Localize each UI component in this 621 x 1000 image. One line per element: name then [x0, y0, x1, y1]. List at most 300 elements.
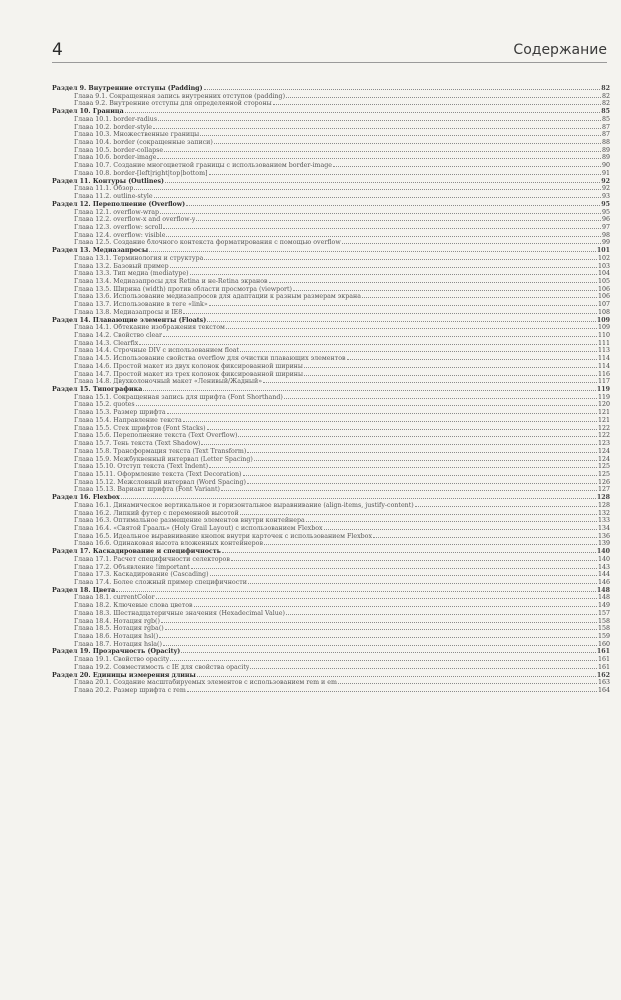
page-number: 4: [52, 40, 63, 60]
dot-leader: [221, 490, 597, 491]
toc-entry-page: 92: [601, 177, 610, 185]
toc-entry-title: Глава 10.4. border (сокращенные записи): [74, 139, 213, 147]
toc-chapter-entry[interactable]: [52, 540, 610, 548]
toc-entry-title: Глава 20.2. Размер шрифта с rem: [74, 687, 186, 695]
dot-leader: [116, 591, 596, 592]
dot-leader: [183, 313, 597, 314]
toc-entry-page: 136: [597, 532, 610, 540]
toc-entry-page: 90: [601, 162, 610, 170]
toc-entry-page: 101: [596, 247, 610, 255]
toc-section-entry[interactable]: [52, 548, 610, 556]
toc-chapter-entry[interactable]: [52, 332, 610, 340]
dot-leader: [197, 676, 596, 677]
toc-chapter-entry[interactable]: [52, 425, 610, 433]
dot-leader: [143, 390, 596, 391]
dot-leader: [333, 166, 601, 167]
dot-leader: [214, 143, 601, 144]
toc-entry-page: 117: [597, 378, 610, 386]
toc-entry-page: 102: [597, 254, 610, 262]
toc-entry-title: Глава 12.1. overflow-wrap: [74, 208, 160, 216]
toc-chapter-entry[interactable]: [52, 533, 610, 541]
toc-section-entry[interactable]: [52, 178, 610, 186]
toc-entry-title: Раздел 15. Типографика: [52, 386, 143, 394]
dot-leader: [254, 460, 597, 461]
dot-leader: [136, 405, 597, 406]
toc-chapter-entry[interactable]: [52, 239, 610, 247]
toc-chapter-entry[interactable]: [52, 131, 610, 139]
toc-entry-title: Глава 17.3. Каскадирование (Cascading): [74, 571, 209, 579]
toc-entry-page: 91: [601, 169, 610, 177]
toc-entry-page: 123: [597, 440, 610, 448]
toc-entry-page: 82: [601, 92, 610, 100]
toc-chapter-entry[interactable]: [52, 293, 610, 301]
dot-leader: [362, 297, 597, 298]
toc-chapter-entry[interactable]: [52, 371, 610, 379]
table-of-contents: [52, 85, 610, 695]
toc-entry-title: Глава 17.2. Объявление !important: [74, 563, 190, 571]
page-title: Содержание: [513, 42, 607, 58]
dot-leader: [264, 544, 597, 545]
toc-entry-title: Глава 18.1. currentColor: [74, 594, 155, 602]
toc-section-entry[interactable]: [52, 317, 610, 325]
dot-leader: [247, 452, 597, 453]
toc-entry-page: 127: [597, 486, 610, 494]
dot-leader: [286, 97, 601, 98]
toc-entry-title: Глава 11.2. outline-style: [74, 193, 153, 201]
toc-entry-page: 114: [597, 362, 610, 370]
toc-chapter-entry[interactable]: [52, 185, 610, 193]
toc-entry-title: Раздел 12. Переполнение (Overflow): [52, 200, 186, 208]
toc-entry-page: 143: [597, 563, 610, 571]
dot-leader: [181, 652, 596, 653]
dot-leader: [166, 236, 601, 237]
dot-leader: [125, 112, 601, 113]
dot-leader: [190, 274, 597, 275]
toc-section-entry[interactable]: [52, 587, 610, 595]
toc-chapter-entry[interactable]: [52, 641, 610, 649]
toc-chapter-entry[interactable]: [52, 432, 610, 440]
toc-chapter-entry[interactable]: [52, 610, 610, 618]
toc-entry-title: Глава 12.3. overflow: scroll: [74, 223, 163, 231]
dot-leader: [163, 645, 597, 646]
toc-entry-title: Глава 12.2. overflow-x and overflow-y: [74, 216, 196, 224]
toc-entry-title: Глава 14.6. Простой макет из двух колонок фиксированной ширины: [74, 362, 303, 370]
toc-entry-page: 87: [601, 131, 610, 139]
dot-leader: [209, 174, 601, 175]
toc-chapter-entry[interactable]: [52, 355, 610, 363]
toc-chapter-entry[interactable]: [52, 162, 610, 170]
toc-entry-page: 139: [597, 540, 610, 548]
toc-entry-page: 103: [597, 262, 610, 270]
dot-leader: [250, 668, 597, 669]
toc-entry-title: Глава 14.2. Свойство clear: [74, 332, 162, 339]
toc-entry-page: 85: [601, 108, 610, 116]
toc-section-entry[interactable]: [52, 494, 610, 502]
toc-chapter-entry[interactable]: [52, 679, 610, 687]
toc-entry-page: 140: [596, 548, 610, 556]
dot-leader: [158, 120, 601, 121]
dot-leader: [187, 691, 597, 692]
toc-section-entry[interactable]: [52, 386, 610, 394]
toc-chapter-entry[interactable]: [52, 571, 610, 579]
toc-entry-page: 124: [597, 447, 610, 455]
toc-entry-title: Глава 16.2. Липкий футер с переменной высотой: [74, 509, 239, 517]
toc-entry-page: 133: [597, 517, 610, 525]
toc-entry-page: 119: [596, 386, 610, 394]
toc-entry-title: Глава 15.9. Межбуквенный интервал (Letter Spacing): [74, 455, 253, 463]
toc-chapter-entry[interactable]: [52, 170, 610, 178]
toc-entry-page: 121: [597, 409, 610, 417]
toc-entry-page: 95: [601, 208, 610, 216]
dot-leader: [240, 351, 597, 352]
toc-chapter-entry[interactable]: [52, 147, 610, 155]
toc-entry-page: 82: [601, 100, 610, 108]
dot-leader: [156, 598, 597, 599]
dot-leader: [222, 552, 596, 553]
toc-entry-title: Глава 15.12. Межсловный интервал (Word Spacing): [74, 478, 246, 486]
toc-entry-page: 105: [597, 277, 610, 285]
dot-leader: [163, 228, 601, 229]
toc-entry-title: Глава 13.2. Базовый пример: [74, 262, 169, 270]
dot-leader: [415, 506, 597, 507]
toc-entry-title: Глава 10.7. Создание многоцветной границы с использованием border-image: [74, 162, 332, 170]
dot-leader: [165, 182, 600, 183]
dot-leader: [165, 629, 597, 630]
toc-section-entry[interactable]: [52, 201, 610, 209]
dot-leader: [204, 259, 597, 260]
toc-entry-page: 106: [597, 293, 610, 301]
toc-entry-page: 122: [597, 432, 610, 440]
toc-chapter-entry[interactable]: [52, 564, 610, 572]
toc-entry-title: Глава 17.4. Более сложный пример специфичности: [74, 579, 247, 586]
toc-section-entry[interactable]: [52, 672, 610, 680]
dot-leader: [204, 89, 601, 90]
toc-entry-title: Глава 13.4. Медиазапросы для Retina и не-Retina экранов: [74, 277, 268, 285]
toc-entry-title: Глава 15.4. Направление текста: [74, 416, 182, 424]
dot-leader: [154, 197, 601, 198]
toc-entry-page: 95: [601, 200, 610, 208]
dot-leader: [324, 529, 597, 530]
toc-chapter-entry[interactable]: [52, 502, 610, 510]
toc-chapter-entry[interactable]: [52, 116, 610, 124]
toc-entry-page: 106: [597, 285, 610, 293]
toc-chapter-entry[interactable]: [52, 347, 610, 355]
toc-entry-title: Глава 13.7. Использование в теге «link»: [74, 301, 208, 309]
toc-entry-page: 99: [601, 239, 610, 247]
toc-entry-page: 161: [597, 656, 610, 664]
dot-leader: [306, 521, 597, 522]
toc-entry-page: 111: [597, 339, 610, 347]
dot-leader: [273, 104, 601, 105]
dot-leader: [200, 135, 601, 136]
toc-entry-title: Глава 13.1. Терминология и структура: [74, 254, 204, 262]
toc-section-entry[interactable]: [52, 108, 610, 116]
dot-leader: [207, 429, 597, 430]
toc-section-entry[interactable]: [52, 85, 610, 93]
dot-leader: [160, 213, 601, 214]
toc-entry-page: 125: [597, 463, 610, 471]
toc-entry-page: 162: [596, 671, 610, 679]
toc-chapter-entry[interactable]: [52, 409, 610, 417]
toc-chapter-entry[interactable]: [52, 324, 610, 332]
toc-entry-title: Глава 14.8. Двухколоночный макет «Ленивый/Жадный»: [74, 378, 263, 386]
toc-entry-title: Глава 19.1. Свойство opacity: [74, 656, 170, 664]
toc-chapter-entry[interactable]: [52, 664, 610, 672]
dot-leader: [284, 398, 597, 399]
toc-chapter-entry[interactable]: [52, 139, 610, 147]
toc-entry-title: Раздел 20. Единицы измерения длины: [52, 671, 196, 679]
toc-entry-page: 140: [597, 555, 610, 563]
toc-chapter-entry[interactable]: [52, 232, 610, 240]
dot-leader: [240, 514, 597, 515]
toc-entry-title: Глава 14.4. Строчные DIV с использованием float: [74, 347, 240, 355]
dot-leader: [286, 614, 597, 615]
toc-entry-title: Глава 15.3. Размер шрифта: [74, 409, 166, 417]
toc-entry-title: Глава 13.5. Ширина (width) против области просмотра (viewport): [74, 285, 293, 293]
dot-leader: [164, 151, 601, 152]
toc-entry-title: Глава 18.5. Нотация rgba(): [74, 625, 164, 633]
toc-entry-title: Раздел 14. Плавающие элементы (Floats): [52, 316, 207, 324]
dot-leader: [338, 683, 597, 684]
toc-entry-title: Глава 15.13. Вариант шрифта (Font Variant): [74, 486, 220, 494]
toc-chapter-entry[interactable]: [52, 479, 610, 487]
toc-entry-page: 120: [597, 401, 610, 409]
toc-entry-page: 116: [597, 370, 610, 378]
toc-chapter-entry[interactable]: [52, 463, 610, 471]
dot-leader: [134, 189, 601, 190]
toc-entry-page: 128: [597, 501, 610, 509]
toc-entry-page: 109: [596, 316, 610, 324]
dot-leader: [304, 375, 597, 376]
toc-section-entry[interactable]: [52, 247, 610, 255]
toc-entry-title: Глава 9.2. Внутренние отступы для определенной стороны: [74, 100, 272, 108]
toc-entry-page: 119: [597, 393, 610, 401]
toc-entry-page: 124: [597, 455, 610, 463]
toc-chapter-entry[interactable]: [52, 618, 610, 626]
toc-entry-page: 89: [601, 146, 610, 154]
toc-entry-title: Глава 15.5. Стек шрифтов (Font Stacks): [74, 424, 206, 432]
toc-entry-page: 158: [597, 617, 610, 625]
toc-entry-page: 163: [597, 679, 610, 687]
toc-chapter-entry[interactable]: [52, 401, 610, 409]
dot-leader: [209, 467, 597, 468]
toc-chapter-entry[interactable]: [52, 456, 610, 464]
toc-entry-title: Раздел 18. Цвета: [52, 586, 116, 594]
toc-entry-page: 146: [597, 579, 610, 586]
toc-chapter-entry[interactable]: [52, 602, 610, 610]
dot-leader: [191, 568, 597, 569]
dot-leader: [209, 305, 597, 306]
dot-leader: [207, 321, 596, 322]
toc-chapter-entry[interactable]: [52, 124, 610, 132]
toc-entry-page: 110: [597, 332, 610, 339]
toc-entry-page: 128: [596, 494, 610, 502]
toc-entry-page: 113: [597, 347, 610, 355]
toc-entry-title: Глава 18.6. Нотация hsl(): [74, 633, 159, 641]
toc-entry-page: 107: [597, 301, 610, 309]
toc-entry-title: Глава 15.11. Оформление текста (Text Decoration): [74, 470, 242, 478]
toc-entry-page: 109: [597, 324, 610, 332]
dot-leader: [210, 575, 597, 576]
toc-entry-page: 125: [597, 470, 610, 478]
toc-chapter-entry[interactable]: [52, 270, 610, 278]
dot-leader: [157, 158, 601, 159]
toc-entry-title: Раздел 10. Граница: [52, 108, 124, 116]
dot-leader: [263, 382, 597, 383]
toc-chapter-entry[interactable]: [52, 440, 610, 448]
toc-entry-page: 85: [601, 115, 610, 123]
toc-entry-page: 149: [597, 602, 610, 610]
toc-chapter-entry[interactable]: [52, 193, 610, 201]
dot-leader: [153, 128, 601, 129]
dot-leader: [269, 282, 597, 283]
dot-leader: [231, 560, 597, 561]
toc-entry-page: 93: [601, 193, 610, 201]
toc-entry-page: 134: [597, 524, 610, 532]
dot-leader: [248, 583, 597, 584]
toc-entry-page: 161: [596, 648, 610, 656]
toc-section-entry[interactable]: [52, 648, 610, 656]
toc-chapter-entry[interactable]: [52, 216, 610, 224]
toc-chapter-entry[interactable]: [52, 633, 610, 641]
dot-leader: [121, 498, 596, 499]
toc-entry-page: 158: [597, 625, 610, 633]
page-header: [52, 34, 607, 64]
toc-entry-title: Глава 16.4. «Святой Грааль» (Holy Grail Layout) с использованием Flexbox: [74, 524, 323, 532]
toc-entry-title: Глава 16.1. Динамическое вертикальное и горизонтальное выравнивание (align-items, justify-content): [74, 501, 414, 509]
toc-chapter-entry[interactable]: [52, 286, 610, 294]
toc-entry-page: 132: [597, 509, 610, 517]
toc-chapter-entry[interactable]: [52, 93, 610, 101]
toc-entry-title: Глава 16.5. Идеальное выравнивание кнопок внутри карточек с использованием Flexbox: [74, 532, 373, 540]
toc-chapter-entry[interactable]: [52, 340, 610, 348]
toc-chapter-entry[interactable]: [52, 278, 610, 286]
toc-chapter-entry[interactable]: [52, 209, 610, 217]
dot-leader: [163, 336, 597, 337]
toc-chapter-entry[interactable]: [52, 656, 610, 664]
toc-entry-title: Глава 19.2. Совместимость с IE для свойства opacity: [74, 663, 250, 671]
toc-entry-page: 148: [597, 594, 610, 602]
toc-chapter-entry[interactable]: [52, 579, 610, 587]
toc-chapter-entry[interactable]: [52, 263, 610, 271]
toc-chapter-entry[interactable]: [52, 417, 610, 425]
toc-entry-title: Глава 16.3. Оптимальное размещение элементов внутри контейнера: [74, 517, 305, 525]
toc-chapter-entry[interactable]: [52, 378, 610, 386]
toc-entry-page: 148: [596, 586, 610, 594]
toc-entry-page: 97: [601, 223, 610, 231]
dot-leader: [170, 660, 597, 661]
toc-entry-title: Глава 15.2. quotes: [74, 401, 135, 409]
toc-entry-page: 92: [601, 185, 610, 193]
toc-chapter-entry[interactable]: [52, 525, 610, 533]
toc-entry-page: 108: [597, 308, 610, 316]
dot-leader: [149, 251, 596, 252]
toc-entry-title: Раздел 9. Внутренние отступы (Padding): [52, 85, 203, 92]
toc-entry-page: 89: [601, 154, 610, 162]
toc-chapter-entry[interactable]: [52, 486, 610, 494]
toc-chapter-entry[interactable]: [52, 309, 610, 317]
toc-entry-page: 126: [597, 478, 610, 486]
toc-entry-page: 157: [597, 609, 610, 617]
dot-leader: [201, 444, 596, 445]
toc-entry-title: Глава 13.8. Медиазапросы и IE8: [74, 308, 183, 316]
toc-entry-title: Раздел 16. Flexbox: [52, 494, 120, 502]
toc-entry-title: Глава 10.2. border-style: [74, 123, 153, 131]
toc-chapter-entry[interactable]: [52, 471, 610, 479]
toc-chapter-entry[interactable]: [52, 687, 610, 695]
toc-entry-title: Раздел 19. Прозрачность (Opacity): [52, 648, 181, 656]
toc-entry-title: Глава 18.2. Ключевые слова цветов: [74, 602, 193, 610]
toc-entry-title: Глава 15.1. Сокращенная запись для шрифта (Font Shorthand): [74, 393, 283, 401]
toc-chapter-entry[interactable]: [52, 255, 610, 263]
toc-entry-title: Раздел 11. Контуры (Outlines): [52, 177, 165, 185]
toc-entry-title: Глава 14.7. Простой макет из трех колонок фиксированной ширины: [74, 370, 304, 378]
dot-leader: [373, 537, 597, 538]
toc-entry-page: 114: [597, 355, 610, 363]
toc-entry-page: 82: [601, 85, 610, 92]
dot-leader: [139, 344, 597, 345]
toc-entry-title: Глава 18.7. Нотация hsla(): [74, 640, 162, 648]
dot-leader: [247, 483, 597, 484]
toc-chapter-entry[interactable]: [52, 510, 610, 518]
dot-leader: [186, 205, 600, 206]
toc-chapter-entry[interactable]: [52, 448, 610, 456]
toc-entry-page: 87: [601, 123, 610, 131]
toc-entry-page: 161: [597, 663, 610, 671]
dot-leader: [347, 359, 597, 360]
toc-entry-title: Глава 12.5. Создание блочного контекста форматирования с помощью overflow: [74, 239, 341, 247]
toc-entry-title: Глава 20.1. Создание масштабируемых элементов с использованием rem и em: [74, 679, 337, 687]
dot-leader: [161, 622, 597, 623]
toc-entry-title: Глава 15.6. Переполнение текста (Text Overflow): [74, 432, 238, 440]
toc-entry-page: 159: [597, 633, 610, 641]
dot-leader: [293, 290, 597, 291]
toc-entry-title: Глава 14.3. Clearfix: [74, 339, 139, 347]
toc-entry-title: Глава 12.4. overflow: visible: [74, 231, 166, 239]
toc-chapter-entry[interactable]: [52, 154, 610, 162]
toc-chapter-entry[interactable]: [52, 517, 610, 525]
dot-leader: [342, 243, 601, 244]
dot-leader: [167, 413, 597, 414]
toc-chapter-entry[interactable]: [52, 363, 610, 371]
dot-leader: [304, 367, 597, 368]
toc-entry-page: 160: [597, 640, 610, 648]
toc-entry-title: Глава 18.3. Шестнадцатеричные значения (Hexadecimal Value): [74, 609, 285, 617]
toc-entry-page: 122: [597, 424, 610, 432]
toc-entry-title: Глава 14.1. Обтекание изображения текстом: [74, 324, 225, 332]
toc-chapter-entry[interactable]: [52, 625, 610, 633]
toc-entry-title: Глава 10.5. border-collapse: [74, 146, 164, 154]
dot-leader: [159, 637, 597, 638]
toc-entry-page: 88: [601, 139, 610, 147]
toc-chapter-entry[interactable]: [52, 556, 610, 564]
toc-entry-title: Раздел 17. Каскадирование и специфичность: [52, 548, 221, 556]
toc-entry-title: Глава 17.1. Расчет специфичности селекторов: [74, 555, 230, 563]
header-divider: [52, 62, 607, 63]
toc-chapter-entry[interactable]: [52, 100, 610, 108]
toc-entry-title: Глава 18.4. Нотация rgb(): [74, 617, 160, 625]
toc-entry-title: Глава 10.3. Множественные границы: [74, 131, 200, 139]
toc-chapter-entry[interactable]: [52, 301, 610, 309]
dot-leader: [183, 421, 597, 422]
toc-entry-page: 144: [597, 571, 610, 579]
toc-chapter-entry[interactable]: [52, 394, 610, 402]
toc-entry-title: Глава 15.8. Трансформация текста (Text Transform): [74, 447, 247, 455]
toc-entry-title: Глава 10.6. border-image: [74, 154, 157, 162]
toc-chapter-entry[interactable]: [52, 224, 610, 232]
toc-chapter-entry[interactable]: [52, 594, 610, 602]
toc-entry-title: Глава 10.8. border-[left|right|top|bottom]: [74, 169, 208, 177]
